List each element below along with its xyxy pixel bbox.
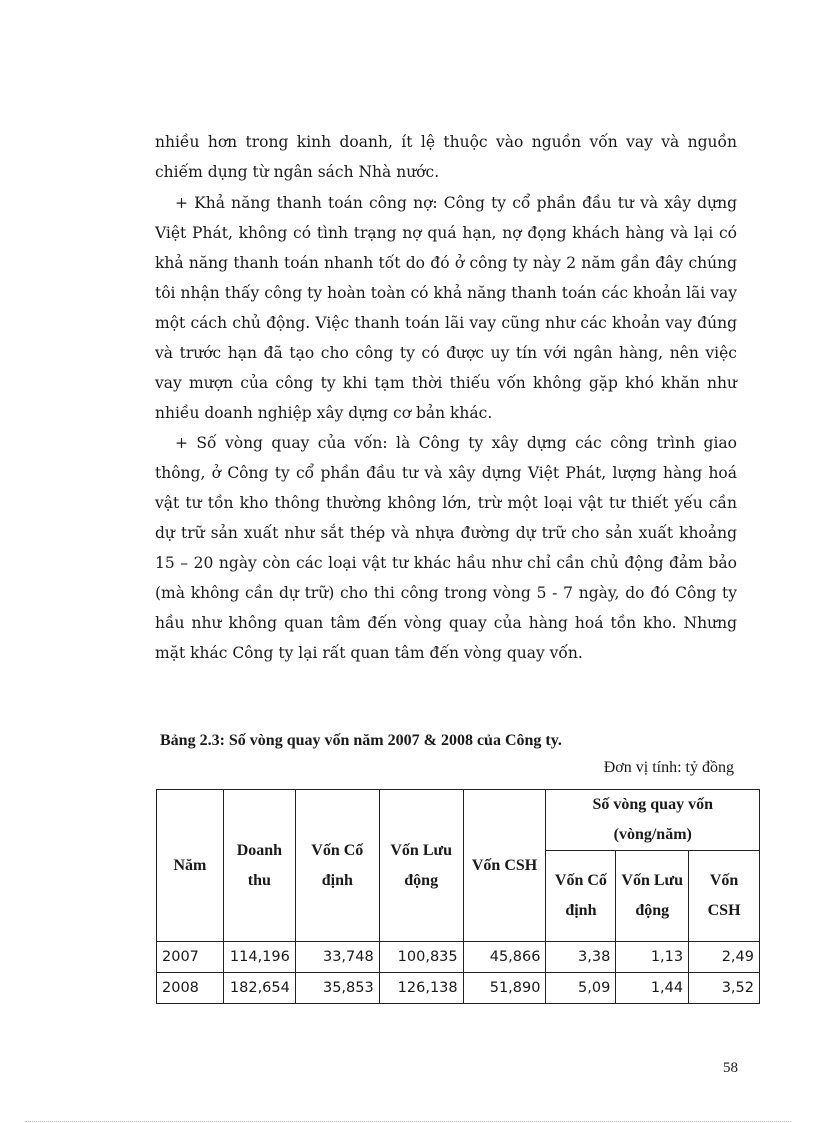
cell-fixed-capital: 33,748 (295, 942, 379, 973)
table-row (157, 942, 760, 973)
header-turnover-group: Số vòng quay vốn (vòng/năm) (546, 790, 760, 851)
header-turnover-fixed: Vốn Cố định (546, 851, 616, 942)
table-unit-note: Đơn vị tính: tỷ đồng (603, 759, 734, 776)
cell-year: 2007 (157, 942, 224, 973)
paragraph-3: + Số vòng quay của vốn: là Công ty xây dựng các công trình giao thông, ở Công ty cổ phần đầu tư và xây dựng Việt Phát, lượng hàng hoá vật tư tồn kho thông thường không lớn, trừ một loại vật tư thiết yếu cần dự trữ sản xuất như sắt thép và nhựa đường dự trữ cho sản xuất khoảng 15 – 20 ngày còn các loại vật tư khác hầu như chỉ cần chủ động đảm bảo (mà không cần dự trữ) cho thi công trong vòng 5 - 7 ngày, do đó Công ty hầu như không quan tâm đến vòng quay của hàng hoá tồn kho. Nhưng mặt khác Công ty lại rất quan tâm đến vòng quay vốn. (155, 434, 737, 662)
page-number: 58 (723, 1060, 738, 1076)
page-bottom-rule (25, 1121, 791, 1122)
cell-revenue: 114,196 (223, 942, 295, 973)
cell-turnover-working: 1,44 (616, 973, 689, 1004)
paragraph-2: + Khả năng thanh toán công nợ: Công ty cổ phần đầu tư và xây dựng Việt Phát, không có tình trạng nợ quá hạn, nợ đọng khách hàng và lại có khả năng thanh toán nhanh tốt do đó ở công ty này 2 năm gần đây chúng tôi nhận thấy công ty hoàn toàn có khả năng thanh toán các khoản lãi vay một cách chủ động. Việc thanh toán lãi vay cũng như các khoản vay đúng và trước hạn đã tạo cho công ty có được uy tín với ngân hàng, nên việc vay mượn của công ty khi tạm thời thiếu vốn không gặp khó khăn như nhiều doanh nghiệp xây dựng cơ bản khác. (155, 194, 737, 422)
header-year: Năm (157, 790, 224, 942)
cell-year: 2008 (157, 973, 224, 1004)
paragraph-1: nhiều hơn trong kinh doanh, ít lệ thuộc vào nguồn vốn vay và nguồn chiếm dụng từ ngân sách Nhà nước. (155, 133, 737, 181)
header-fixed-capital: Vốn Cố định (295, 790, 379, 942)
cell-working-capital: 126,138 (379, 973, 463, 1004)
capital-turnover-table (156, 789, 760, 1004)
table-caption: Bảng 2.3: Số vòng quay vốn năm 2007 & 2008 của Công ty. (160, 732, 562, 749)
header-revenue: Doanh thu (223, 790, 295, 942)
cell-fixed-capital: 35,853 (295, 973, 379, 1004)
header-turnover-working: Vốn Lưu động (616, 851, 689, 942)
table-row (157, 973, 760, 1004)
cell-turnover-working: 1,13 (616, 942, 689, 973)
cell-equity: 51,890 (463, 973, 546, 1004)
header-turnover-equity: Vốn CSH (689, 851, 760, 942)
cell-turnover-fixed: 5,09 (546, 973, 616, 1004)
cell-revenue: 182,654 (223, 973, 295, 1004)
cell-equity: 45,866 (463, 942, 546, 973)
header-working-capital: Vốn Lưu động (379, 790, 463, 942)
cell-working-capital: 100,835 (379, 942, 463, 973)
table-header-row (157, 790, 760, 851)
cell-turnover-equity: 2,49 (689, 942, 760, 973)
cell-turnover-fixed: 3,38 (546, 942, 616, 973)
cell-turnover-equity: 3,52 (689, 973, 760, 1004)
header-equity: Vốn CSH (463, 790, 546, 942)
